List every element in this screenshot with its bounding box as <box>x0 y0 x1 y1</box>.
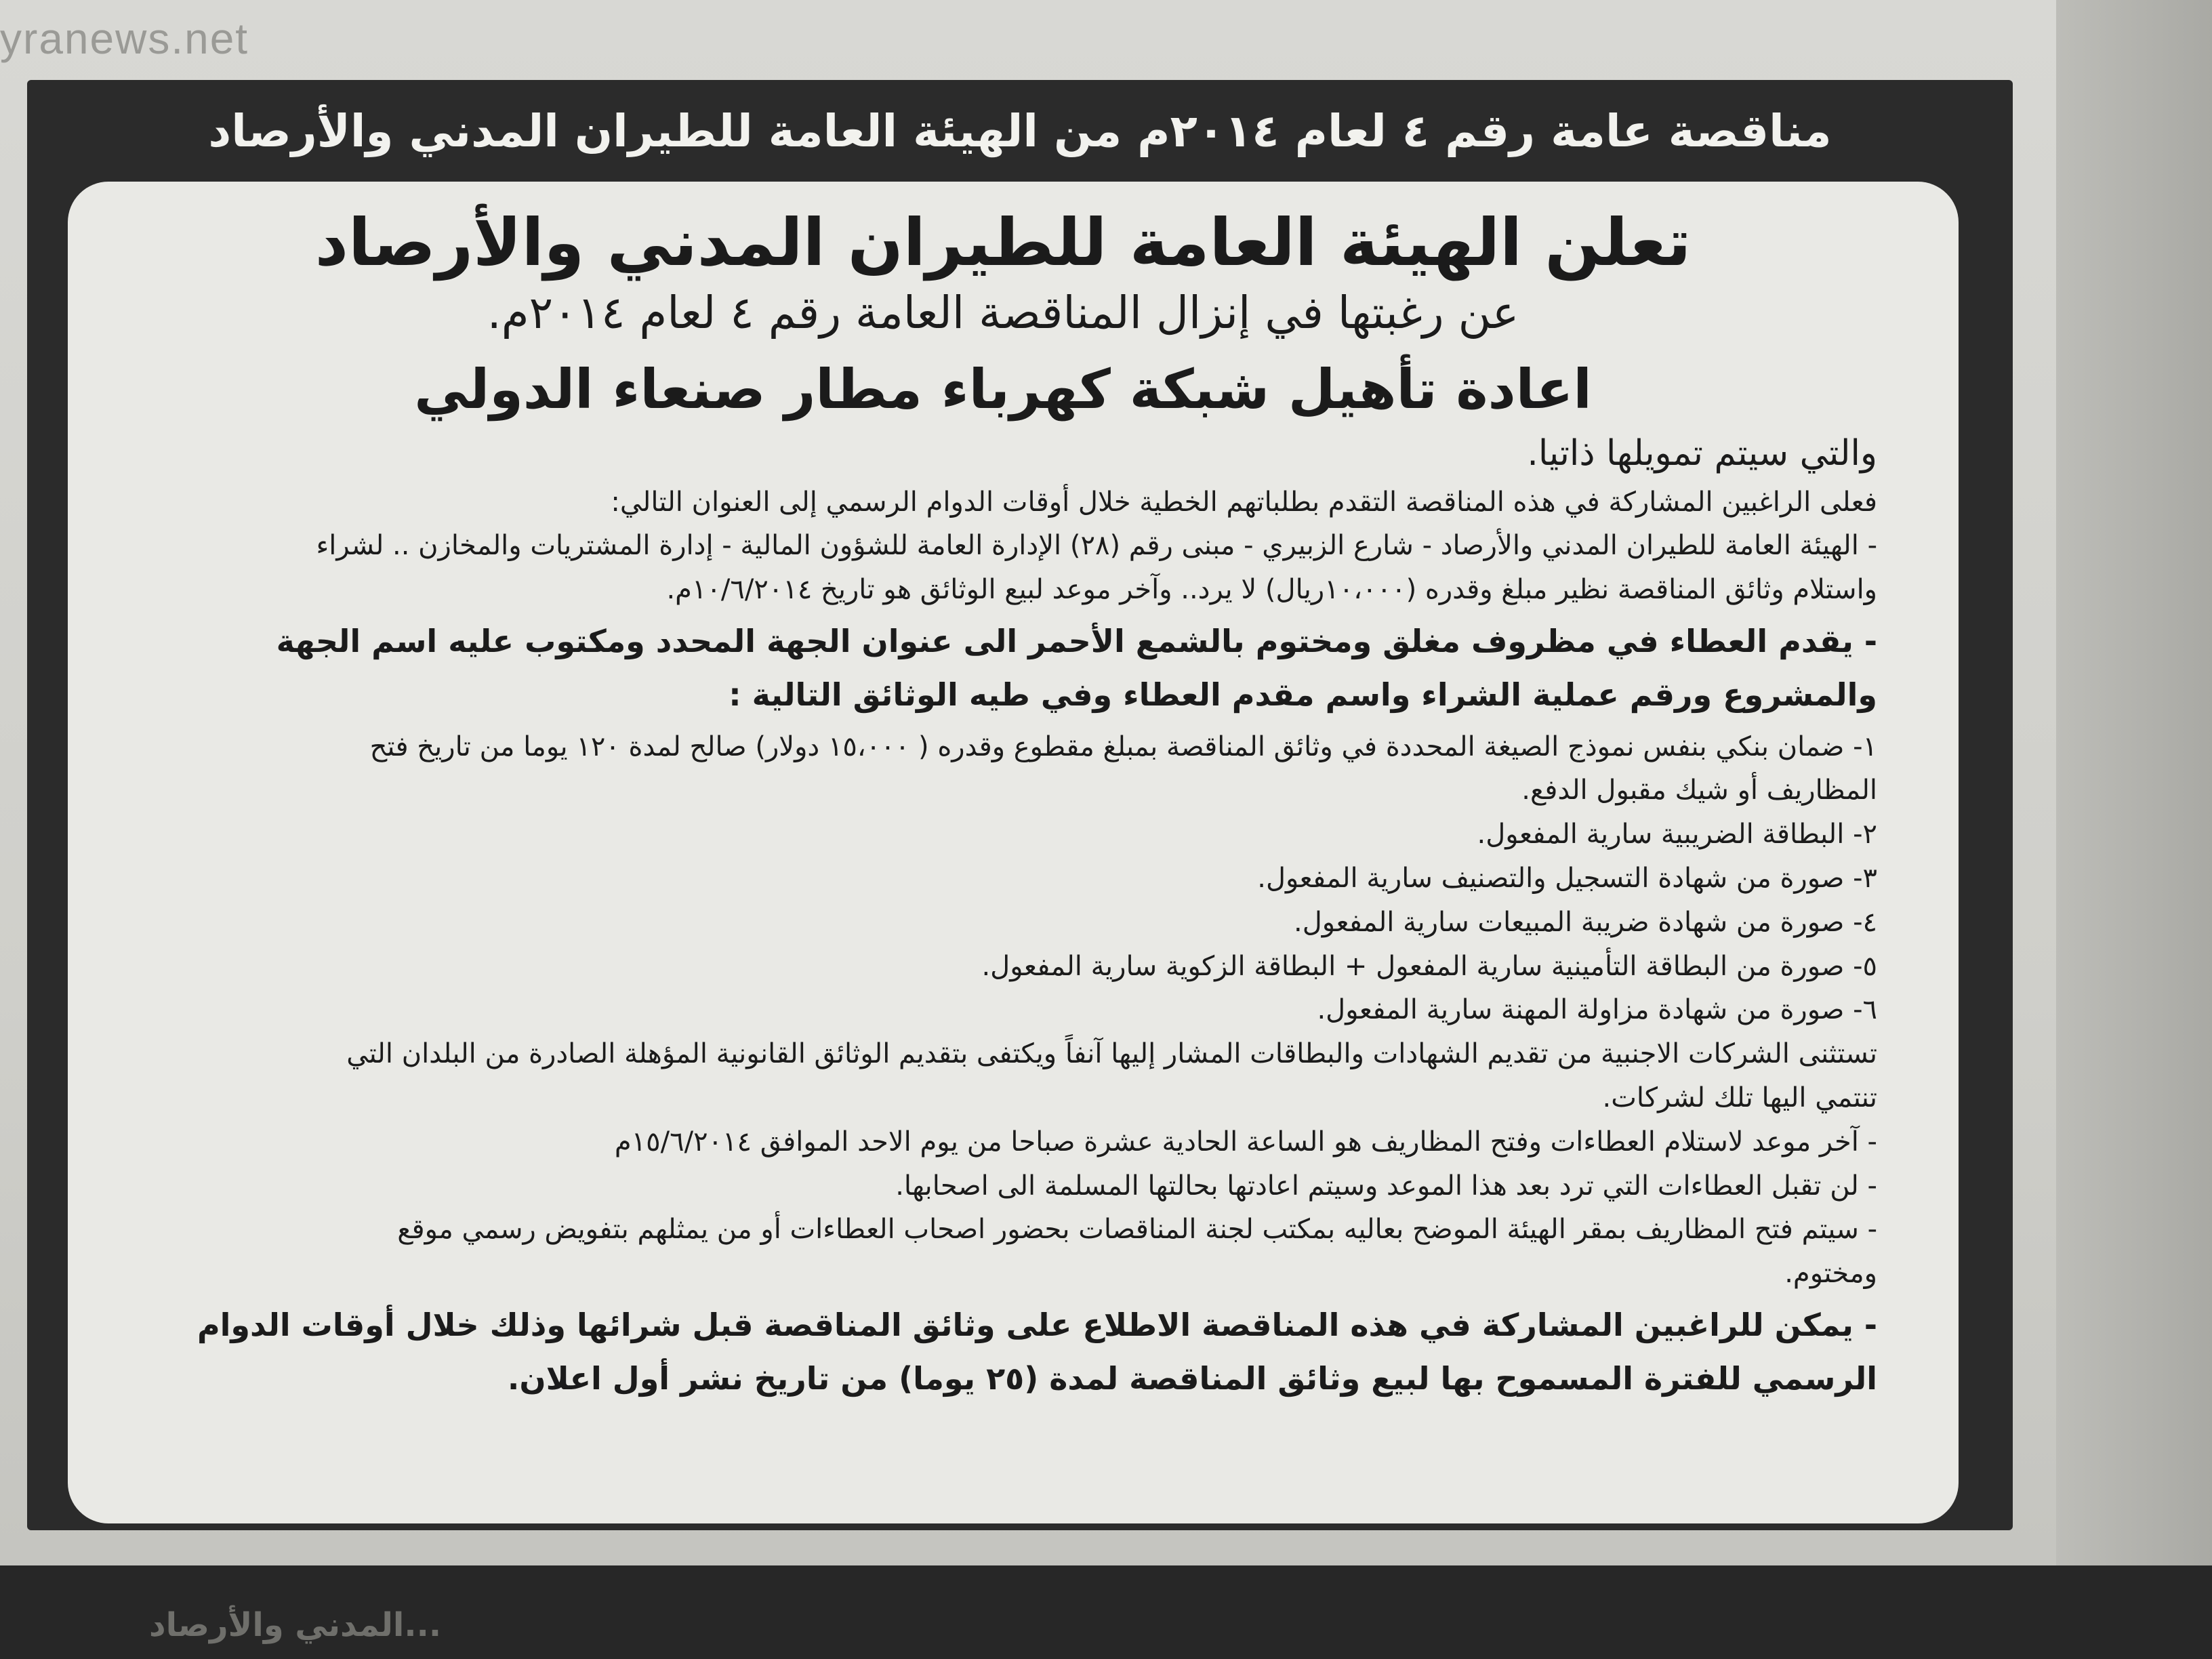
site-watermark: yranews.net <box>0 14 249 63</box>
opening-note-2: ومختوم. <box>1784 1258 1877 1290</box>
required-doc-3: ٣- صورة من شهادة التسجيل والتصنيف سارية المفعول. <box>1257 862 1877 894</box>
required-doc-1a: ١- ضمان بنكي بنفس نموذج الصيغة المحددة في وثائق المناقصة بمبلغ مقطوع وقدره ( ١٥،٠٠٠ دولار) صالح لمدة ١٢٠ يوما من تاريخ فتح <box>369 731 1877 762</box>
project-title: اعادة تأهيل شبكة كهرباء مطار صنعاء الدولي <box>414 357 1592 421</box>
foreign-exemption-1: تستثنى الشركات الاجنبية من تقديم الشهادات والبطاقات المشار إليها آنفاً ويكتفى بتقديم الوثائق القانونية المؤهلة الصادرة من البلدان التي <box>346 1038 1877 1070</box>
next-ad-text: ...المدني والأرصاد <box>149 1606 442 1644</box>
required-doc-1b: المظاريف أو شيك مقبول الدفع. <box>1521 775 1877 806</box>
required-doc-6: ٦- صورة من شهادة مزاولة المهنة سارية المفعول. <box>1317 994 1877 1026</box>
late-bids-note: - لن تقبل العطاءات التي ترد بعد هذا الموعد وسيتم اعادتها بحالتها المسلمة الى اصحابها. <box>895 1170 1877 1202</box>
review-note-1: - يمكن للراغبين المشاركة في هذه المناقصة الاطلاع على وثائق المناقصة قبل شرائها وذلك خلال أوقات الدوام <box>197 1306 1877 1343</box>
subline: عن رغبتها في إنزال المناقصة العامة رقم ٤ لعام ٢٠١٤م. <box>487 286 1519 339</box>
required-doc-2: ٢- البطاقة الضريبية سارية المفعول. <box>1477 819 1877 851</box>
intro-text: فعلى الراغبين المشاركة في هذه المناقصة التقدم بطلباتهم الخطية خلال أوقات الدوام الرسمي إلى العنوان التالي: <box>611 486 1877 518</box>
bid-instruction-2: والمشروع ورقم عملية الشراء واسم مقدم العطاء وفي طيه الوثائق التالية : <box>729 676 1877 714</box>
deadline-note: - آخر موعد لاستلام العطاءات وفتح المظاريف هو الساعة الحادية عشرة صباحا من يوم الاحد الموافق ١٥/٦/٢٠١٤م <box>614 1126 1877 1158</box>
headline: تعلن الهيئة العامة للطيران المدني والأرصاد <box>314 205 1692 281</box>
funding-note: والتي سيتم تمويلها ذاتيا. <box>1527 432 1877 474</box>
review-note-2: الرسمي للفترة المسموح بها لبيع وثائق المناقصة لمدة (٢٥ يوما) من تاريخ نشر أول اعلان. <box>507 1360 1877 1397</box>
opening-note-1: - سيتم فتح المظاريف بمقر الهيئة الموضح بعاليه بمكتب لجنة المناقصات بحضور اصحاب العطاءات أو من يمثلهم بتفويض رسمي موقع <box>397 1214 1877 1246</box>
announcement-panel <box>68 182 1959 1523</box>
adjacent-page-strip <box>2056 0 2212 1659</box>
required-doc-5: ٥- صورة من البطاقة التأمينية سارية المفعول + البطاقة الزكوية سارية المفعول. <box>981 950 1877 982</box>
tender-banner <box>27 80 2013 182</box>
address-line-2: واستلام وثائق المناقصة نظير مبلغ وقدره (١٠،٠٠٠ريال) لا يرد.. وآخر موعد لبيع الوثائق هو تاريخ ١٠/٦/٢٠١٤م. <box>666 574 1877 606</box>
foreign-exemption-2: تنتمي اليها تلك لشركات. <box>1602 1082 1877 1113</box>
address-line-1: - الهيئة العامة للطيران المدني والأرصاد - شارع الزبيري - مبنى رقم (٢٨) الإدارة العامة للشؤون المالية - إدارة المشتريات والمخازن .. لشراء <box>316 530 1877 562</box>
required-doc-4: ٤- صورة من شهادة ضريبة المبيعات سارية المفعول. <box>1294 906 1877 938</box>
banner-title: مناقصة عامة رقم ٤ لعام ٢٠١٤م من الهيئة العامة للطيران المدني والأرصاد <box>208 104 1832 157</box>
bid-instruction-1: - يقدم العطاء في مظروف مغلق ومختوم بالشمع الأحمر الى عنوان الجهة المحدد ومكتوب عليه اسم الجهة <box>276 622 1877 659</box>
